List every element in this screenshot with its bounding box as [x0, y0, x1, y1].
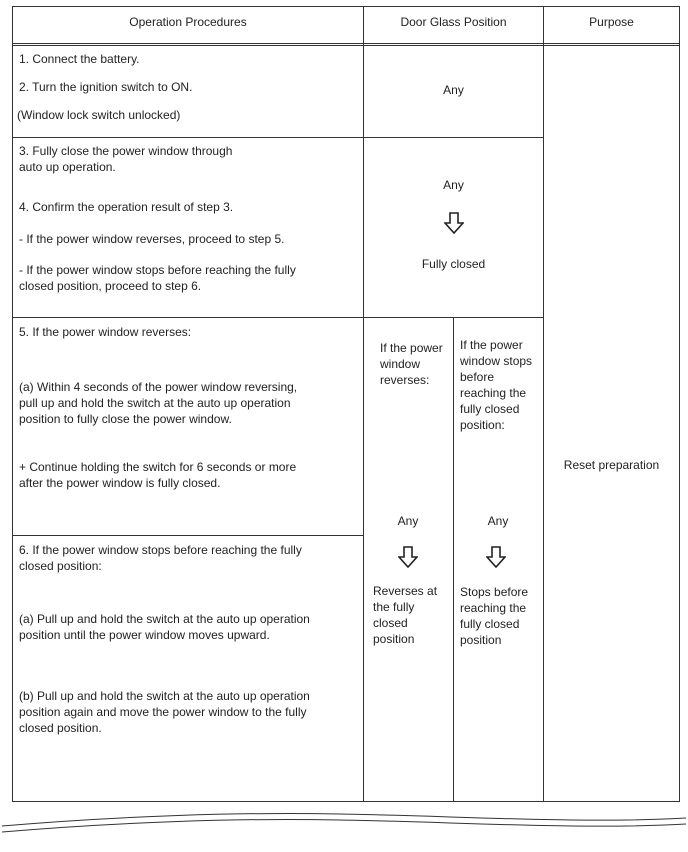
window-lock-note: (Window lock switch unlocked)	[17, 108, 181, 122]
row-divider-1	[12, 137, 544, 138]
header-bottom-border	[12, 43, 680, 44]
split-result-reverses: Reverses at the fully closed position	[373, 584, 438, 646]
position-any-2: Any	[443, 178, 464, 192]
position-fully-closed: Fully closed	[421, 257, 486, 271]
table-top-border	[12, 6, 680, 7]
step-4: 4. Confirm the operation result of step 3.	[19, 200, 234, 214]
step-5: 5. If the power window reverses:	[19, 325, 192, 339]
step-6-b: (b) Pull up and hold the switch at the auto up operation position again and move the power window to the fully closed position.	[19, 689, 310, 735]
left-border	[12, 6, 13, 802]
header-door-glass-position: Door Glass Position	[400, 15, 507, 29]
down-arrow-icon	[486, 546, 506, 568]
table-bottom-border	[12, 801, 680, 802]
step-4-bullet-stops: - If the power window stops before reaching the fully closed position, proceed to step 6.	[19, 263, 296, 293]
step-2: 2. Turn the ignition switch to ON.	[19, 80, 193, 94]
step-1: 1. Connect the battery.	[19, 52, 140, 66]
purpose-reset-preparation: Reset preparation	[563, 458, 660, 472]
header-purpose: Purpose	[589, 15, 634, 29]
step-6-a: (a) Pull up and hold the switch at the auto up operation position until the power window moves upward.	[19, 612, 310, 642]
down-arrow-icon	[444, 212, 464, 234]
header-operation-procedures: Operation Procedures	[129, 15, 247, 29]
right-border	[679, 6, 680, 802]
table-cut-edge	[0, 806, 688, 836]
split-header-reverses: If the power window reverses:	[380, 341, 443, 387]
row-divider-2	[12, 317, 544, 318]
split-any-right: Any	[487, 514, 509, 528]
split-divider	[453, 317, 454, 802]
step-6: 6. If the power window stops before reaching the fully closed position:	[19, 543, 302, 573]
step-3: 3. Fully close the power window through auto up operation.	[19, 144, 233, 174]
split-result-stops: Stops before reaching the fully closed position	[460, 585, 529, 647]
col-divider-2	[543, 6, 544, 802]
step-5-continue: + Continue holding the switch for 6 seconds or more after the power window is fully closed.	[19, 460, 297, 490]
split-any-left: Any	[397, 514, 419, 528]
step-5-a: (a) Within 4 seconds of the power window reversing, pull up and hold the switch at the auto up operation position to fully close the power window.	[19, 380, 298, 426]
split-header-stops: If the power window stops before reaching the fully closed position:	[460, 338, 533, 432]
position-any-1: Any	[443, 83, 464, 97]
step-4-bullet-reverses: - If the power window reverses, proceed to step 5.	[19, 232, 285, 246]
header-bottom-border-inner	[12, 45, 680, 46]
row-divider-3	[12, 535, 364, 536]
col-divider-1	[363, 6, 364, 802]
down-arrow-icon	[398, 546, 418, 568]
